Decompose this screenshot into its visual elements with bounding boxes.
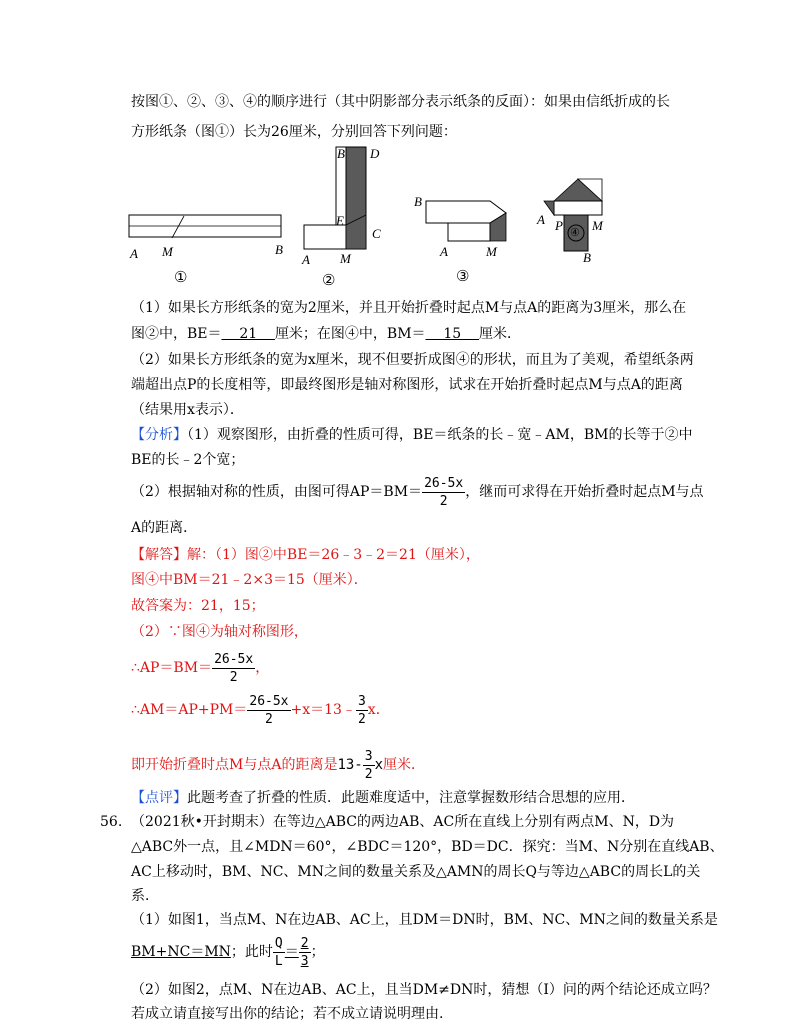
figure-4-fold [540,175,620,260]
analysis-tag: 【分析】 [131,427,187,443]
solution-fraction-7 [363,748,375,783]
solution-fraction-6a-num: 26-5x [249,693,289,709]
analysis-text-3-post: ，继而可求得在开始折叠时起点M与点 [465,484,704,500]
solution-text-7-pre: 即开始折叠时点M与点A的距离是 [131,757,338,773]
solution-tag: 【解答】 [131,547,187,563]
fig4-label-m: M [592,218,603,233]
fig1-label-m: M [162,244,173,259]
solution-text-6-mid: +x＝13﹣ [290,702,356,718]
intro-line-1: 按图①、②、③、④的顺序进行（其中阴影部分表示纸条的反面）：如果由信纸折成的长 [131,94,670,110]
q56-fraction-23 [299,935,311,970]
solution-mixed-x: x [374,756,384,773]
solution-line-5 [131,648,269,688]
solution-line-6 [131,690,390,730]
solution-fraction-5-den: 2 [229,669,238,685]
q1-answer-be: 21 [221,326,275,342]
q56-line-7: （2）如图2，点M、N在边AB、AC上，且当DM≠DN时，猜想（I）问的两个结论还成立吗？ [131,982,717,998]
fig3-label-b: B [414,194,422,209]
q56-fraction-l: L [274,953,283,969]
fig2-label-b: B [337,146,345,161]
figure-1-strip [128,212,288,242]
fig3-label-a: A [440,244,448,259]
solution-text-5-pre: ∴AP＝BM＝ [131,660,213,676]
fig2-label-m: M [340,251,351,266]
solution-fraction-6b-num: 3 [357,693,366,709]
solution-text-6-post: x． [367,702,390,718]
comment-text: 此题考查了折叠的性质．此题难度适中，注意掌握数形结合思想的应用． [187,790,635,806]
analysis-text-3-pre: （2）根据轴对称的性质，由图可得AP＝BM＝ [131,484,423,500]
solution-mixed-whole: 13- [337,756,363,773]
fig2-label-c: C [372,226,381,241]
q1-line-2 [131,324,521,344]
q1-text-pre: 图②中，BE＝ [131,326,222,342]
analysis-fraction-num: 26-5x [424,475,464,491]
q56-fraction-ql [273,935,285,970]
q56-line-1: （2021秋•开封期末）在等边△ABC的两边AB、AC所在直线上分别有两点M、N，D为 [131,814,675,830]
solution-fraction-7-num: 3 [364,748,373,764]
analysis-fraction [422,475,465,510]
fig1-label-b: B [275,242,283,257]
q2-line-2: 端超出点P的长度相等，即最终图形是轴对称图形，试求在开始折叠时起点M与点A的距离 [131,377,683,393]
analysis-fraction-den: 2 [439,493,448,509]
fig4-label-p: P [555,218,563,233]
comment-line [131,788,635,808]
figure-3-fold [420,195,520,250]
solution-fraction-6b-den: 2 [357,711,366,727]
q56-number: 56. [100,814,123,830]
q1-answer-bm: 15 [425,326,479,342]
analysis-line-2: BE的长﹣2个宽； [131,452,245,468]
q2-line-3: （结果用x表示）． [131,402,244,418]
solution-fraction-6a [247,693,290,728]
comment-tag: 【点评】 [131,790,187,806]
q56-line-3: AC上移动时，BM、NC、MN之间的数量关系及△AMN的周长Q与等边△ABC的周长L的关 [131,864,701,880]
solution-text-6-pre: ∴AM＝AP+PM＝ [131,702,248,718]
fig4-label-a: A [537,212,545,227]
solution-fraction-6a-den: 2 [265,711,273,727]
q1-text-mid: 厘米；在图④中，BM＝ [274,326,426,342]
intro-line-2: 方形纸条（图①）长为26厘米，分别回答下列问题： [131,124,457,140]
solution-line-1 [131,545,480,565]
fig4-label-b: B [583,250,591,265]
q56-fraction-3: 3 [300,953,309,969]
solution-text-5-post: ， [255,660,270,676]
analysis-line-4: A的距离． [131,520,198,536]
fig2-label-a: A [302,252,310,267]
q56-line-4: 系． [131,888,159,904]
analysis-line-1 [131,425,692,445]
solution-text-1: 解：（1）图②中BE＝26﹣3﹣2＝21（厘米）， [187,547,480,563]
q56-line-2: △ABC外一点，且∠MDN＝60°，∠BDC＝120°，BD＝DC．探究：当M、N分别在直线AB、 [131,839,724,855]
q56-text-6-mid: ；此时 [230,944,273,960]
fig2-caption: ② [322,271,336,289]
fig3-label-m: M [486,244,497,259]
q56-answer-eq: ＝ [284,944,299,960]
solution-fraction-5-num: 26-5x [214,651,254,667]
q56-answer-relation: BM+NC＝MN [131,944,231,960]
q56-fraction-2: 2 [300,935,309,951]
q1-text-post: 厘米． [478,326,521,342]
q56-line-8: 若成立请直接写出你的结论；若不成立请说明理由. [131,1006,444,1022]
fig4-circle-number: ④ [570,226,580,239]
solution-fraction-5 [212,651,255,686]
solution-line-4: （2）∵图④为轴对称图形， [131,624,308,640]
solution-line-2: 图④中BM＝21﹣2×3＝15（厘米）． [131,572,368,588]
solution-text-7-post: 厘米． [383,757,426,773]
fig2-label-d: D [370,146,380,161]
q56-line-5: （1）如图1，当点M、N在边AB、AC上，且DM＝DN时，BM、NC、MN之间的数量关系是 [131,912,718,928]
analysis-text-1: （1）观察图形，由折叠的性质可得，BE＝纸条的长﹣宽﹣AM，BM的长等于②中 [187,427,693,443]
q2-line-1: （2）如果长方形纸条的宽为x厘米，现不但要折成图④的形状，而且为了美观，希望纸条两 [131,352,694,368]
q56-fraction-q: Q [274,935,283,951]
solution-line-3: 故答案为：21，15； [131,598,265,614]
q56-text-6-post: ； [310,944,325,960]
fig2-label-e: E [336,213,344,228]
solution-fraction-7-den: 2 [364,766,373,782]
fig3-caption: ③ [456,267,470,285]
solution-fraction-6b [356,693,368,728]
fig1-label-a: A [130,246,138,261]
q1-line-1: （1）如果长方形纸条的宽为2厘米，并且开始折叠时起点M与点A的距离为3厘米，那么在 [131,300,687,316]
analysis-line-3 [131,472,704,512]
fig1-caption: ① [174,268,188,286]
q56-line-6 [131,932,325,972]
solution-line-7 [131,745,425,785]
